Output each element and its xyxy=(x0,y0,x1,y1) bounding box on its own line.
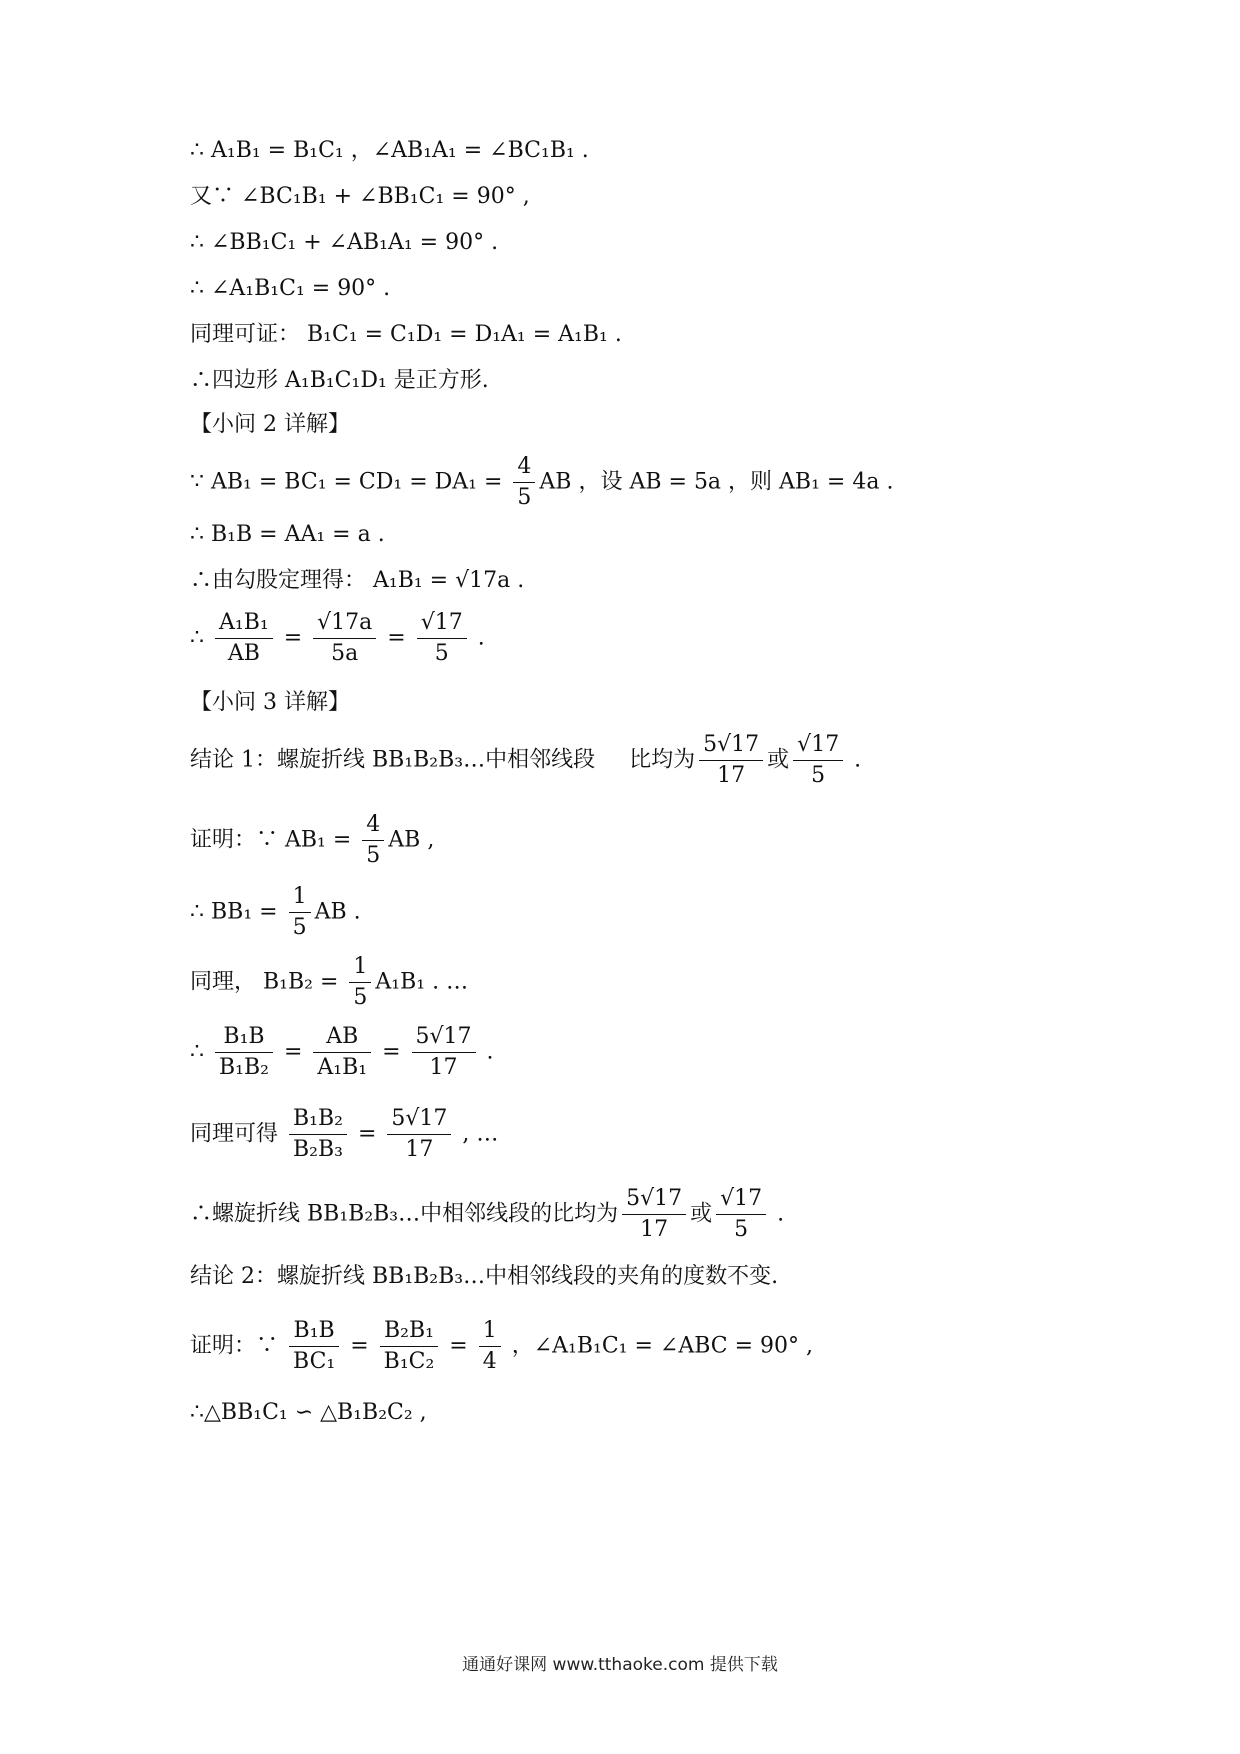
conclusion-2: 结论 2：螺旋折线 BB₁B₂B₃…中相邻线段的夹角的度数不变. xyxy=(190,1264,779,1289)
numerator: A₁B₁ xyxy=(215,608,273,639)
proof-line-fraction xyxy=(190,952,468,1013)
text: ，∠A₁B₁C₁ = ∠ABC = 90° , xyxy=(504,1333,814,1359)
fraction xyxy=(699,730,763,791)
denominator: B₁B₂ xyxy=(219,1055,269,1080)
fraction xyxy=(380,1316,439,1377)
fraction xyxy=(716,1184,766,1245)
numerator: B₁B₂ xyxy=(289,1104,347,1135)
denominator: 17 xyxy=(640,1217,669,1242)
proof-line: ∴ ∠A₁B₁C₁ = 90° . xyxy=(190,276,391,301)
ratio-line xyxy=(190,1104,498,1165)
fraction xyxy=(513,452,535,513)
text: ∴螺旋折线 BB₁B₂B₃…中相邻线段的比均为 xyxy=(190,1201,619,1227)
text: = xyxy=(380,625,413,651)
fraction xyxy=(622,1184,686,1245)
denominator: 17 xyxy=(717,763,746,788)
numerator: B₁B xyxy=(215,1022,273,1053)
text: 同理， B₁B₂ = xyxy=(190,969,346,995)
text: . xyxy=(470,625,485,651)
text: . xyxy=(479,1039,494,1065)
denominator: 5 xyxy=(434,641,449,666)
ratio-line xyxy=(190,1316,813,1377)
numerator: B₁B xyxy=(289,1316,339,1347)
text: = xyxy=(276,1039,310,1065)
proof-line-fraction xyxy=(190,882,361,943)
conclusion-1 xyxy=(190,730,861,791)
text: ∴ BB₁ = xyxy=(190,899,285,925)
denominator: 5 xyxy=(517,485,532,510)
text: 或 xyxy=(690,1201,713,1227)
text: 比均为 xyxy=(629,747,696,773)
text: = xyxy=(442,1333,475,1359)
fraction xyxy=(417,608,467,669)
denominator: 17 xyxy=(405,1137,434,1162)
denominator: A₁B₁ xyxy=(317,1055,368,1080)
denominator: 4 xyxy=(482,1349,497,1374)
fraction xyxy=(412,1022,476,1083)
denominator: 5 xyxy=(811,763,826,788)
denominator: BC₁ xyxy=(293,1349,336,1374)
text: . xyxy=(847,747,862,773)
text: AB , xyxy=(388,827,435,853)
fraction xyxy=(215,1022,273,1083)
ratio-line xyxy=(190,1022,494,1083)
numerator: 5√17 xyxy=(699,730,763,761)
denominator: AB xyxy=(227,641,260,666)
denominator: 5 xyxy=(734,1217,749,1242)
denominator: 5a xyxy=(331,641,359,666)
proof-line: ∴ ∠BB₁C₁ + ∠AB₁A₁ = 90° . xyxy=(190,230,499,255)
denominator: 5 xyxy=(292,915,307,940)
text: = xyxy=(350,1121,384,1147)
text: 证明：∵ xyxy=(190,1333,285,1359)
fraction xyxy=(289,1316,339,1377)
numerator: √17 xyxy=(716,1184,766,1215)
text: A₁B₁ . … xyxy=(375,969,469,995)
text: , … xyxy=(455,1121,499,1147)
fraction xyxy=(313,608,376,669)
text: = xyxy=(276,625,310,651)
fraction xyxy=(793,730,843,791)
denominator: 5 xyxy=(366,843,381,868)
denominator: 17 xyxy=(429,1055,458,1080)
numerator: B₂B₁ xyxy=(380,1316,439,1347)
ratio-line xyxy=(190,608,485,669)
numerator: 1 xyxy=(479,1316,501,1347)
text: ∵ AB₁ = BC₁ = CD₁ = DA₁ = xyxy=(190,469,510,495)
fraction xyxy=(387,1104,451,1165)
proof-line: ∴ A₁B₁ = B₁C₁ ，∠AB₁A₁ = ∠BC₁B₁ . xyxy=(190,138,589,163)
numerator: √17a xyxy=(313,608,376,639)
proof-line-fraction xyxy=(190,810,434,871)
proof-conclusion: ∴四边形 A₁B₁C₁D₁ 是正方形. xyxy=(190,368,489,393)
numerator: 4 xyxy=(362,810,384,841)
text: 或 xyxy=(767,747,790,773)
numerator: AB xyxy=(313,1022,371,1053)
fraction xyxy=(313,1022,371,1083)
numerator: √17 xyxy=(417,608,467,639)
text: . xyxy=(770,1201,785,1227)
fraction xyxy=(289,882,311,943)
fraction xyxy=(215,608,273,669)
text: 同理可得 xyxy=(190,1121,285,1147)
numerator: 4 xyxy=(513,452,535,483)
proof-line: ∴ B₁B = AA₁ = a . xyxy=(190,522,385,547)
numerator: 5√17 xyxy=(622,1184,686,1215)
text: AB . xyxy=(314,899,361,925)
ratio-conclusion xyxy=(190,1184,784,1245)
text: ∴ xyxy=(190,1039,211,1065)
footer-watermark: 通通好课网 www.tthaoke.com 提供下载 xyxy=(462,1655,778,1675)
proof-line: 又∵ ∠BC₁B₁ + ∠BB₁C₁ = 90° , xyxy=(190,184,530,209)
text: = xyxy=(375,1039,408,1065)
text: AB ，设 AB = 5a ，则 AB₁ = 4a . xyxy=(539,469,894,495)
proof-line: ∴△BB₁C₁ ∽ △B₁B₂C₂ , xyxy=(190,1400,427,1425)
text: 证明：∵ AB₁ = xyxy=(190,827,359,853)
text: = xyxy=(343,1333,376,1359)
denominator: B₂B₃ xyxy=(293,1137,343,1162)
numerator: 5√17 xyxy=(387,1104,451,1135)
fraction xyxy=(289,1104,347,1165)
proof-line-fraction xyxy=(190,452,893,513)
numerator: √17 xyxy=(793,730,843,761)
text: 结论 1：螺旋折线 BB₁B₂B₃…中相邻线段 xyxy=(190,747,596,773)
denominator: 5 xyxy=(353,985,368,1010)
proof-line: ∴由勾股定理得： A₁B₁ = √17a . xyxy=(190,568,525,593)
numerator: 5√17 xyxy=(412,1022,476,1053)
numerator: 1 xyxy=(349,952,371,983)
section-heading: 【小问 3 详解】 xyxy=(190,690,350,715)
fraction xyxy=(349,952,371,1013)
section-heading: 【小问 2 详解】 xyxy=(190,412,350,437)
numerator: 1 xyxy=(289,882,311,913)
fraction xyxy=(362,810,384,871)
fraction xyxy=(479,1316,501,1377)
denominator: B₁C₂ xyxy=(383,1349,435,1374)
text: ∴ xyxy=(190,625,211,651)
proof-line: 同理可证： B₁C₁ = C₁D₁ = D₁A₁ = A₁B₁ . xyxy=(190,322,622,347)
